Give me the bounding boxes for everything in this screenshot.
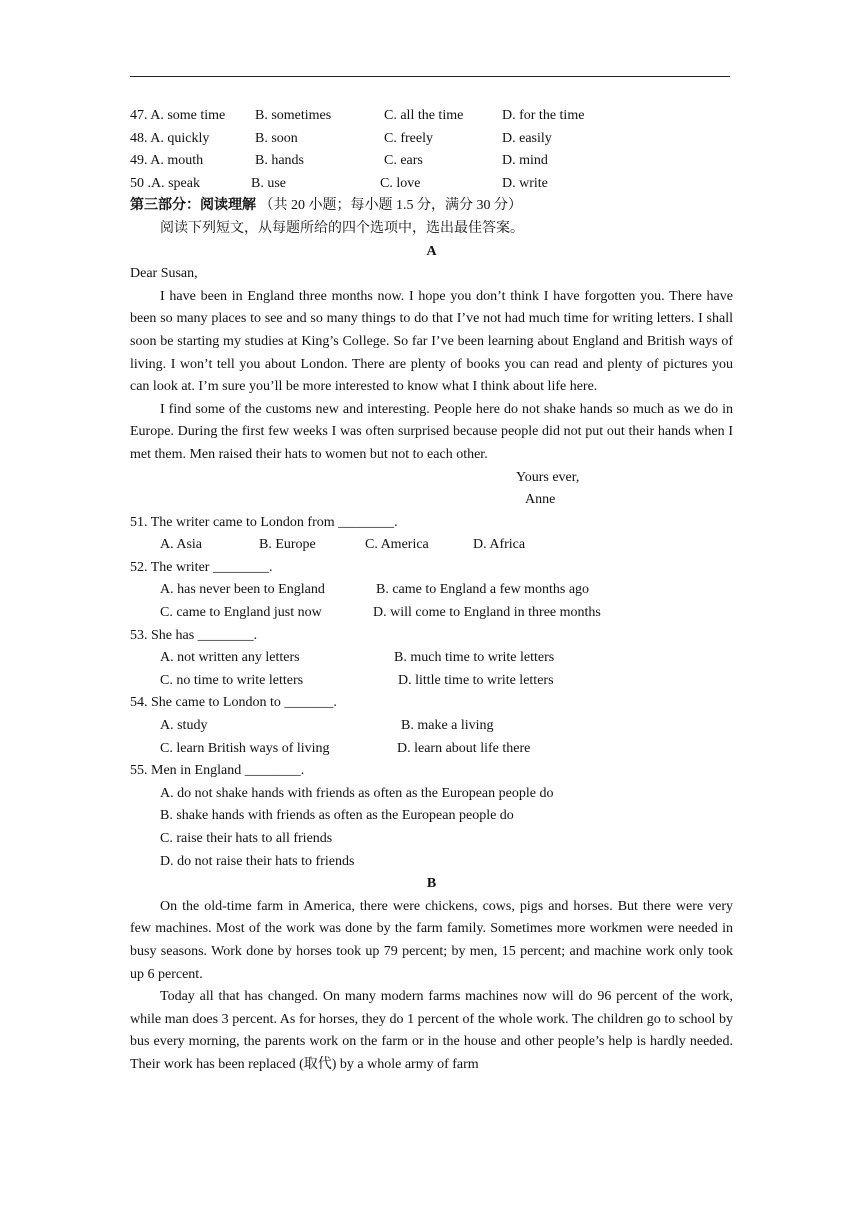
question-stem: 52. The writer ________. <box>130 559 273 575</box>
option-a: A. study <box>160 718 208 734</box>
question-options <box>130 602 733 625</box>
option-d: D. learn about life there <box>397 740 531 756</box>
option-a: A. Asia <box>160 537 202 553</box>
question-options <box>130 534 733 557</box>
question-stem: 51. The writer came to London from ________. <box>130 514 398 530</box>
option-d: D. little time to write letters <box>398 672 554 688</box>
cloze-row-47 <box>130 105 733 128</box>
header-rule <box>130 76 730 77</box>
passage-b-label: B <box>426 876 437 892</box>
cloze-row-49 <box>130 150 733 173</box>
letter-closing: Yours ever, <box>516 469 580 485</box>
option-a: A. do not shake hands with friends as often as the European people do <box>160 785 554 801</box>
option-d: D. Africa <box>473 537 526 553</box>
passage-a-label: A <box>426 243 437 259</box>
option-c: C. came to England just now <box>160 605 322 621</box>
option-b: B. make a living <box>401 718 494 734</box>
section-heading <box>130 195 733 218</box>
option-a: 47. A. some time <box>130 108 226 123</box>
cloze-row-50 <box>130 173 733 196</box>
option-b: B. Europe <box>259 537 316 553</box>
option-d: D. write <box>502 175 548 191</box>
exam-page <box>130 105 733 1077</box>
option-b: B. hands <box>255 153 304 169</box>
section-title: 第三部分：阅读理解 <box>130 198 256 214</box>
question-options <box>130 715 733 738</box>
option-a: A. has never been to England <box>160 582 325 598</box>
option-d: D. do not raise their hats to friends <box>160 853 355 869</box>
option-a: A. not written any letters <box>160 650 300 666</box>
question-stem: 54. She came to London to _______. <box>130 695 337 711</box>
cloze-row-48 <box>130 128 733 151</box>
option-c: C. love <box>380 175 421 191</box>
question-stem: 55. Men in England ________. <box>130 763 305 779</box>
passage-b-paragraph-1: On the old-time farm in America, there were chickens, cows, pigs and horses. But there were very few machines. Most of the work was done by the farm family. Sometimes more workmen were needed in busy seasons. Work done by horses took up 79 percent; by men, 15 percent; and machine work only took up 6 percent. <box>130 898 733 982</box>
option-a: 48. A. quickly <box>130 130 210 146</box>
option-b: B. came to England a few months ago <box>376 582 590 598</box>
option-d: D. mind <box>502 153 548 169</box>
option-c: C. freely <box>384 130 433 146</box>
question-options <box>130 670 733 693</box>
question-options <box>130 647 733 670</box>
option-d: D. will come to England in three months <box>373 605 601 621</box>
option-b: B. sometimes <box>255 108 332 123</box>
option-b: B. soon <box>255 130 298 146</box>
option-c: C. no time to write letters <box>160 672 304 688</box>
option-c: C. raise their hats to all friends <box>160 831 333 846</box>
option-a: 50 .A. speak <box>130 175 200 191</box>
section-instruction: 阅读下列短文，从每题所给的四个选项中，选出最佳答案。 <box>160 220 524 236</box>
section-note: （共 20 小题；每小题 1.5 分，满分 30 分） <box>259 198 522 214</box>
passage-b-paragraph-2: Today all that has changed. On many modern farms machines now will do 96 percent of the work, while man does 3 percent. As for horses, they do 1 percent of the whole work. The children go to school by bus every morning, the parents work on the farm or in the house and other people’s help is hardly needed. Their work has been replaced (取代) by a whole army of farm <box>130 989 733 1072</box>
option-c: C. all the time <box>384 108 464 123</box>
question-options <box>130 738 733 761</box>
letter-signature: Anne <box>525 492 556 508</box>
option-b: B. use <box>251 175 286 191</box>
question-options <box>130 579 733 602</box>
passage-a-paragraph-1: I have been in England three months now. I hope you don’t think I have forgotten you. There have been so many places to see and so many things to do that I’ve not had much time for writing letters. I shall soon be starting my studies at King’s College. So far I’ve been learning about England and British ways of living. I won’t tell you about London. There are plenty of books you can read and plenty of pictures you can look at. I’m sure you’ll be more interested to know what I think about life here. <box>130 288 733 395</box>
option-c: C. ears <box>384 153 423 169</box>
option-b: B. shake hands with friends as often as the European people do <box>160 808 514 824</box>
option-c: C. learn British ways of living <box>160 740 330 756</box>
passage-a-paragraph-2: I find some of the customs new and interesting. People here do not shake hands so much as we do in Europe. During the first few weeks I was often surprised because people did not put out their hands when I met them. Men raised their hats to women but not to each other. <box>130 401 733 462</box>
option-a: 49. A. mouth <box>130 153 204 169</box>
option-d: D. easily <box>502 130 552 146</box>
option-c: C. America <box>365 537 429 553</box>
question-stem: 53. She has ________. <box>130 627 258 643</box>
option-d: D. for the time <box>502 108 585 123</box>
option-b: B. much time to write letters <box>394 650 555 666</box>
letter-greeting: Dear Susan, <box>130 266 198 282</box>
